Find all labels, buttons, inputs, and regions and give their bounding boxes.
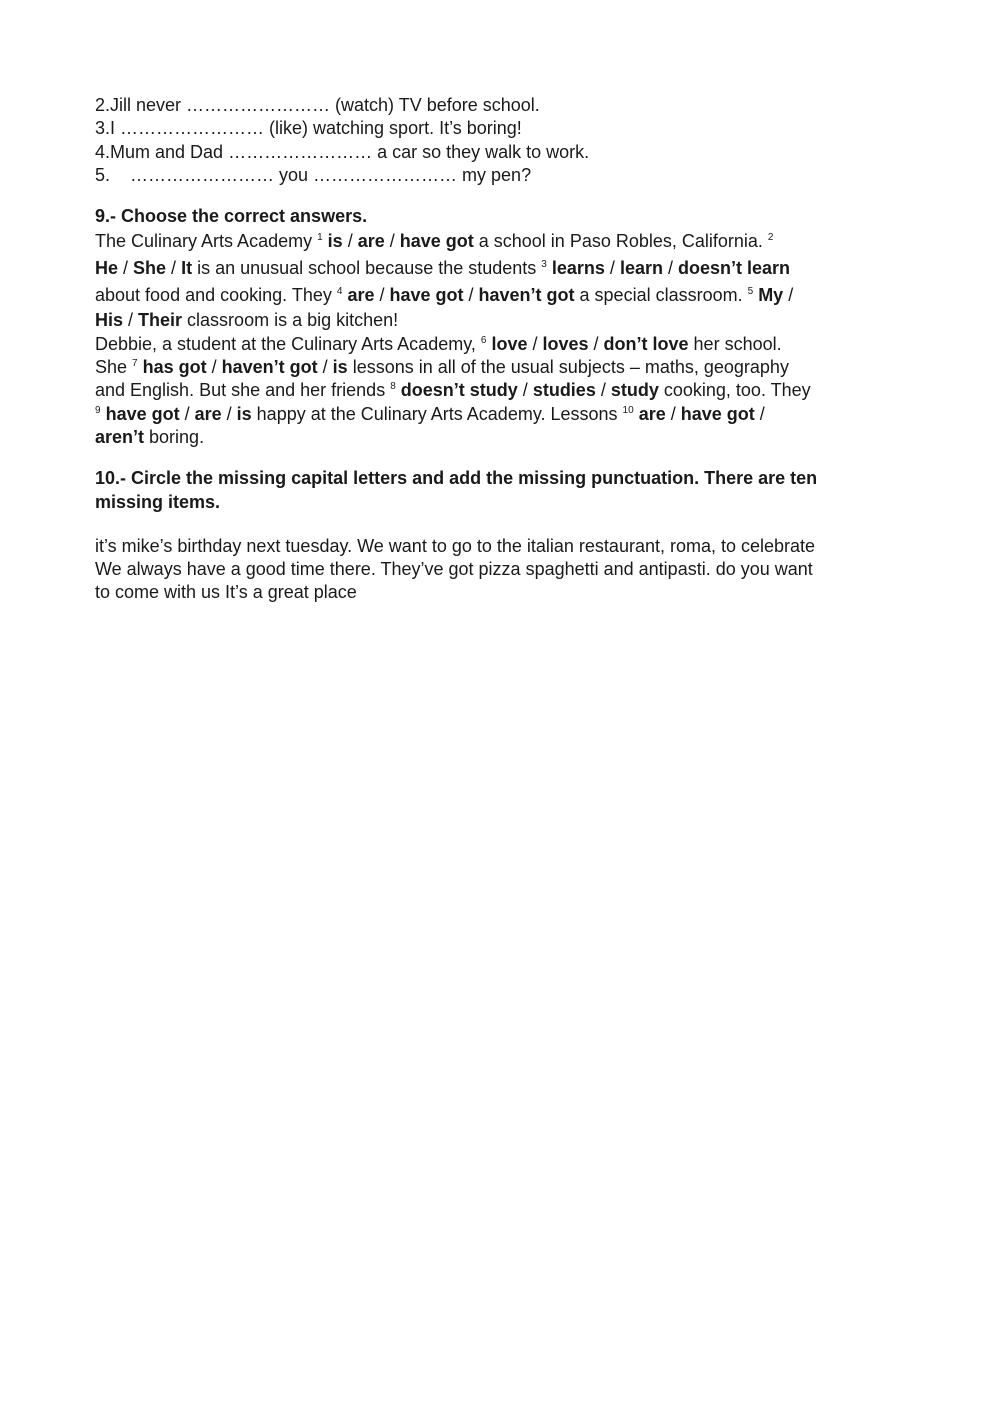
separator: / bbox=[118, 258, 134, 279]
option-9a: have got bbox=[105, 403, 180, 424]
separator: / bbox=[166, 258, 182, 279]
option-7b: haven’t got bbox=[221, 357, 318, 378]
separator: / bbox=[342, 231, 358, 252]
option-8a: doesn’t study bbox=[400, 380, 518, 401]
separator: / bbox=[517, 380, 533, 401]
option-9c: is bbox=[236, 403, 252, 424]
text: and English. But she and her friends bbox=[95, 380, 391, 401]
option-5a: My bbox=[758, 285, 784, 306]
option-5b: His bbox=[95, 310, 124, 331]
gap-number-6: 6 bbox=[480, 334, 487, 346]
option-9b: are bbox=[194, 403, 222, 424]
text: a school in Paso Robles, California. bbox=[473, 231, 768, 252]
separator: / bbox=[662, 258, 678, 279]
option-4c: haven’t got bbox=[478, 285, 575, 306]
option-4b: have got bbox=[389, 285, 464, 306]
option-4a: are bbox=[347, 285, 375, 306]
separator: / bbox=[595, 380, 611, 401]
option-10a: are bbox=[638, 403, 666, 424]
option-6b: loves bbox=[542, 333, 589, 354]
worksheet-page bbox=[95, 94, 915, 605]
exercise-10 bbox=[95, 467, 915, 604]
option-8b: studies bbox=[532, 380, 596, 401]
option-7c: is bbox=[332, 357, 348, 378]
separator: / bbox=[221, 403, 237, 424]
exercise-10-text-line-2: We always have a good time there. They’ve got pizza spaghetti and antipasti. do you want bbox=[95, 559, 813, 580]
gap-number-1: 1 bbox=[317, 232, 323, 244]
gap-number-5: 5 bbox=[747, 286, 754, 298]
separator: / bbox=[754, 403, 770, 424]
separator: / bbox=[206, 357, 222, 378]
separator: / bbox=[588, 333, 604, 354]
option-2b: She bbox=[133, 258, 167, 279]
option-3b: learn bbox=[619, 258, 663, 279]
exercise-9 bbox=[95, 205, 915, 449]
option-3a: learns bbox=[551, 258, 605, 279]
gap-number-9: 9 bbox=[95, 404, 101, 416]
separator: / bbox=[463, 285, 479, 306]
gap-number-8: 8 bbox=[390, 381, 396, 393]
text: about food and cooking. They bbox=[95, 285, 337, 306]
text: happy at the Culinary Arts Academy. Lessons bbox=[251, 403, 623, 424]
option-3c: doesn’t learn bbox=[677, 258, 791, 279]
text: She bbox=[95, 357, 133, 378]
text: boring. bbox=[144, 426, 205, 447]
option-6a: love bbox=[491, 333, 528, 354]
text: is an unusual school because the students bbox=[192, 258, 542, 279]
exercise-10-text-line-3: to come with us It’s a great place bbox=[95, 582, 357, 603]
separator: / bbox=[783, 285, 799, 306]
exercise-8-item-4: 4.Mum and Dad …………………… a car so they walk to work. bbox=[95, 141, 590, 162]
text: classroom is a big kitchen! bbox=[182, 310, 399, 331]
exercise-10-text bbox=[95, 535, 915, 605]
text: Debbie, a student at the Culinary Arts Academy, bbox=[95, 333, 481, 354]
exercise-8-item-2: 2.Jill never …………………… (watch) TV before school. bbox=[95, 95, 540, 115]
option-10c: aren’t bbox=[95, 426, 145, 447]
exercise-8-item-3: 3.I …………………… (like) watching sport. It’s boring! bbox=[95, 118, 522, 139]
exercise-9-paragraph-1 bbox=[95, 228, 915, 332]
option-5c: Their bbox=[138, 310, 183, 331]
exercise-10-heading-line-2: missing items. bbox=[95, 491, 221, 512]
option-8c: study bbox=[610, 380, 659, 401]
exercise-9-paragraph-2 bbox=[95, 333, 915, 449]
separator: / bbox=[384, 231, 400, 252]
gap-number-4: 4 bbox=[336, 286, 343, 298]
separator: / bbox=[665, 403, 681, 424]
separator: / bbox=[317, 357, 333, 378]
text: The Culinary Arts Academy bbox=[95, 231, 318, 252]
exercise-10-heading-line-1: 10.- Circle the missing capital letters and add the missing punctuation. There are ten bbox=[95, 468, 818, 489]
text: lessons in all of the usual subjects – maths, geography bbox=[347, 357, 789, 378]
exercise-8-item-5: 5. …………………… you …………………… my pen? bbox=[95, 164, 532, 185]
option-6c: don’t love bbox=[603, 333, 689, 354]
exercise-10-text-line-1: it’s mike’s birthday next tuesday. We want to go to the italian restaurant, roma, to celebrate bbox=[95, 535, 816, 556]
option-1c: have got bbox=[399, 231, 474, 252]
text: her school. bbox=[688, 333, 782, 354]
gap-number-7: 7 bbox=[132, 358, 138, 370]
separator: / bbox=[604, 258, 620, 279]
text: cooking, too. They bbox=[658, 380, 811, 401]
option-1a: is bbox=[327, 231, 343, 252]
exercise-9-heading: 9.- Choose the correct answers. bbox=[95, 206, 368, 227]
gap-number-10: 10 bbox=[622, 404, 634, 416]
option-10b: have got bbox=[680, 403, 755, 424]
exercise-8-items bbox=[95, 94, 915, 187]
separator: / bbox=[123, 310, 139, 331]
option-1b: are bbox=[357, 231, 385, 252]
option-2c: It bbox=[181, 258, 193, 279]
option-2a: He bbox=[95, 258, 119, 279]
text: a special classroom. bbox=[574, 285, 748, 306]
separator: / bbox=[527, 333, 543, 354]
option-7a: has got bbox=[142, 357, 207, 378]
separator: / bbox=[179, 403, 195, 424]
gap-number-2: 2 bbox=[767, 232, 774, 244]
gap-number-3: 3 bbox=[541, 259, 547, 271]
separator: / bbox=[374, 285, 390, 306]
